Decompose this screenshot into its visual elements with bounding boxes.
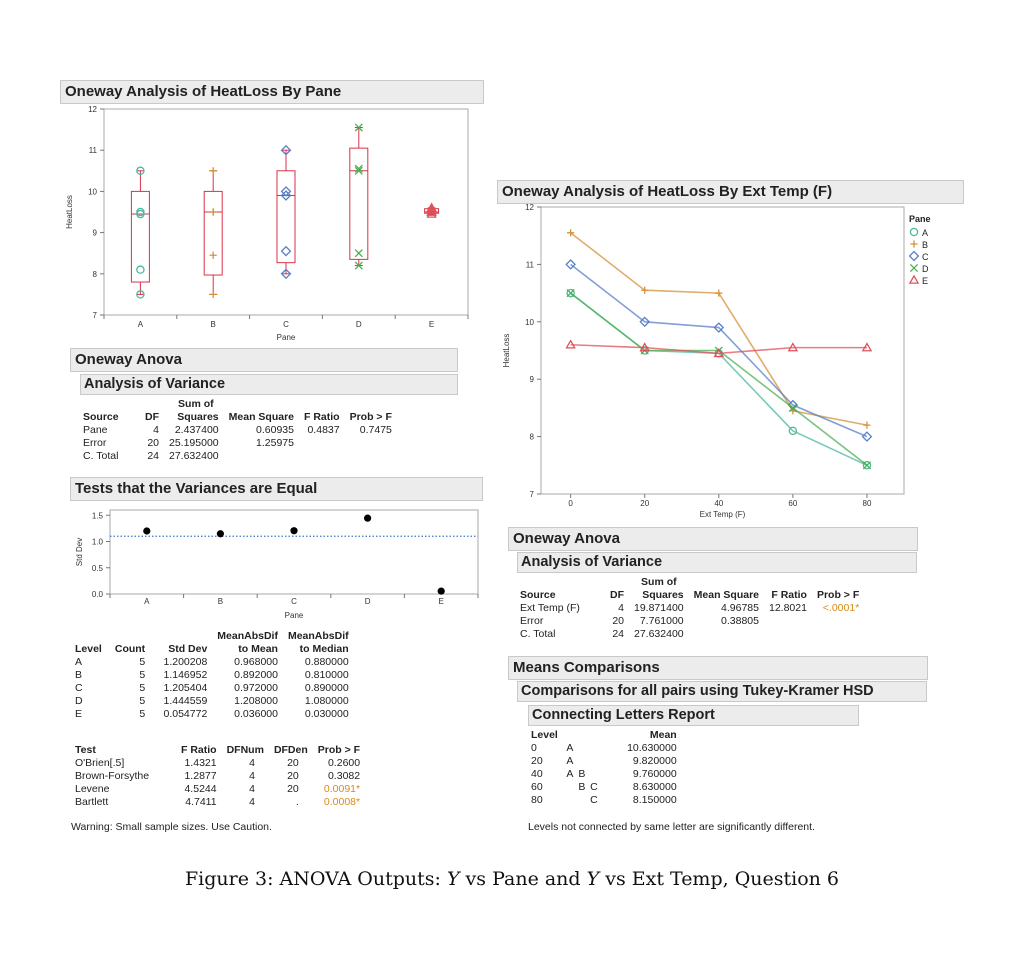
table-row [70,757,365,770]
col-header: MeanAbsDif [217,630,278,642]
y-axis-label: HeatLoss [65,195,74,229]
col-header: Std Dev [168,643,208,655]
col-header: F Ratio [771,589,807,601]
cell: A [566,768,574,780]
tukey-title: Comparisons for all pairs using Tukey-Kramer HSD [517,681,927,702]
legend-marker-e [910,276,918,283]
cell: 4 [249,796,255,808]
cell: B [578,781,586,793]
aov-pane-title: Analysis of Variance [80,374,458,395]
x-axis-label: Pane [284,611,304,620]
y-tick-label: 9 [92,228,97,238]
x-tick-label: A [137,320,144,329]
cell [224,450,299,463]
heatloss-by-temp-chart [497,202,964,522]
col-header: Source [83,411,119,423]
cell [564,781,576,794]
x-tick-label: 80 [862,499,872,508]
cell: C [590,794,598,806]
cell: 0.0091* [323,783,361,795]
table-row [70,796,365,809]
table-row [70,708,354,721]
cell: Error [520,615,544,627]
cell: Pane [83,424,108,436]
cell [345,450,397,463]
y-tick-label: 9 [529,375,534,385]
table-row [78,424,397,437]
table-row [70,783,365,796]
col-header: DFDen [273,744,308,756]
cell: 25.195000 [169,437,219,449]
std-dev-point [364,515,371,522]
table-row [70,682,354,695]
legend-marker-a [910,228,917,235]
table-row [515,615,864,628]
cell: 20 [287,770,299,782]
legend-marker-c [910,252,919,261]
table-row [526,755,682,768]
cell [576,742,588,755]
cell: 0.030000 [304,708,349,720]
y-tick-label: 0.5 [91,563,103,573]
cell: 10.630000 [627,742,677,754]
col-header: F Ratio [304,411,340,423]
cell: 0.890000 [304,682,349,694]
legend-label-d: D [922,264,929,274]
y-tick-label: 7 [529,490,534,499]
std-dev-point [438,588,445,595]
cell: 0.880000 [304,656,349,668]
cell: 9.760000 [632,768,677,780]
col-header: Sum of [641,576,677,588]
x-tick-label: B [217,597,224,606]
cell: 0.7475 [359,424,392,436]
cell: C. Total [83,450,119,462]
table-row [70,669,354,682]
legend-title: Pane [909,214,931,224]
cell: 27.632400 [169,450,219,462]
cell [764,628,812,641]
std-dev-chart [70,504,484,622]
cell: 20 [612,615,624,627]
cell [345,437,397,450]
cell: 0.0008* [323,796,361,808]
caption-prefix: Figure 3: ANOVA Outputs: [184,868,447,890]
cell: 8.150000 [632,794,677,806]
x-axis-label: Ext Temp (F) [699,510,746,519]
cell: C. Total [520,628,556,640]
cell [588,755,600,768]
cell: 4 [618,602,624,614]
x-tick-label: B [210,320,216,329]
y-tick-label: 11 [525,260,534,270]
col-header: F Ratio [181,744,217,756]
cell [764,615,812,628]
cell: 4 [249,770,255,782]
x-tick-label: A [144,597,150,606]
x-tick-label: E [428,320,435,329]
cell: 1.208000 [234,695,278,707]
cell: 0.60935 [256,424,294,436]
x-tick-label: 0 [568,499,573,508]
table-row [526,781,682,794]
cell: 0.036000 [234,708,278,720]
cell: 20 [531,755,543,767]
y-tick-label: 11 [88,146,97,156]
cell: 1.146952 [163,669,208,681]
cell: 4.7411 [185,796,217,808]
cell [812,615,864,628]
col-header: Squares [642,589,684,601]
cell: 1.205404 [163,682,208,694]
cell: 80 [531,794,543,806]
cell: 7.761000 [639,615,684,627]
small-sample-warning: Warning: Small sample sizes. Use Caution. [71,821,272,833]
col-header: Source [520,589,556,601]
figure-caption [0,868,1024,890]
cell: 0.968000 [234,656,278,668]
col-header: Prob > F [317,744,361,756]
cell: 0.2600 [327,757,361,769]
cell [588,742,600,755]
cell: 2.437400 [174,424,219,436]
cell: 1.444559 [163,695,208,707]
x-tick-label: D [355,320,362,329]
cell: 20 [287,757,299,769]
variance-levels-table [70,630,354,721]
col-header: Mean [649,729,677,741]
y-tick-label: 0.0 [91,590,103,599]
cell: A [566,742,574,754]
col-header: Mean Square [693,589,759,601]
means-comparisons-title: Means Comparisons [508,656,928,680]
legend-label-e: E [922,276,929,286]
std-dev-point [143,527,150,534]
y-tick-label: 8 [529,432,534,442]
cell: 5 [139,656,146,668]
cell: 24 [147,450,159,462]
cell: E [75,708,83,720]
cell: 0.38805 [721,615,759,627]
cell: 5 [139,682,146,694]
col-header: to Mean [238,643,278,655]
col-header: Prob > F [349,411,392,423]
cell: 0.4837 [307,424,340,436]
cell: 0.3082 [327,770,361,782]
cell: 4.96785 [721,602,759,614]
cell: 0.054772 [163,708,208,720]
aov-temp-title: Analysis of Variance [517,552,917,573]
cell: 0.810000 [304,669,349,681]
legend-marker-b [910,240,917,247]
heatloss-by-pane-chart [60,102,485,344]
cell: 4.5244 [184,783,217,795]
anova-temp-title: Oneway Anova [508,527,918,551]
col-header: Count [114,643,146,655]
table-row [70,695,354,708]
col-header: Squares [177,411,219,423]
cell [812,628,864,641]
cell: . [295,796,299,808]
y-axis-label: HeatLoss [502,333,511,368]
cell [299,450,345,463]
cell: 27.632400 [634,628,684,640]
connecting-letters-title: Connecting Letters Report [528,705,859,726]
col-header: MeanAbsDif [287,630,349,642]
cell: 1.080000 [304,695,349,707]
cell: 12.8021 [769,602,807,614]
col-header: Test [75,744,96,756]
cell: 0.892000 [234,669,278,681]
cell: 5 [139,669,146,681]
col-header: Sum of [178,398,214,410]
x-tick-label: C [283,320,289,329]
cell: A [75,656,83,668]
col-header: DF [145,411,159,423]
col-header: to Median [299,643,349,655]
cell: 4 [153,424,159,436]
cell: A [566,755,574,767]
cell [576,794,588,807]
col-header: Level [75,643,102,655]
cell: 1.4321 [184,757,217,769]
temp-panel-title: Oneway Analysis of HeatLoss By Ext Temp (F) [497,180,964,204]
x-tick-label: 60 [788,499,798,508]
x-tick-label: 40 [714,499,724,508]
x-tick-label: 20 [640,499,650,508]
x-tick-label: D [364,597,371,606]
legend-marker-d [910,264,917,271]
table-row [78,437,397,450]
cell: Error [83,437,107,449]
cell: 4 [249,783,255,795]
y-tick-label: 10 [88,187,97,197]
table-row [70,770,365,783]
table-row [526,768,682,781]
anova-pane-table [78,398,397,463]
y-tick-label: 8 [92,269,97,279]
cell: 20 [287,783,299,795]
col-header: DF [610,589,624,601]
table-row [70,656,354,669]
cell [564,794,576,807]
plot-frame [104,109,468,315]
cell: 4 [249,757,255,769]
x-axis-label: Pane [276,333,296,342]
anova-temp-table [515,576,864,641]
legend-label-b: B [922,240,929,250]
cell: C [590,781,598,793]
col-header: Mean Square [228,411,294,423]
y-tick-label: 1.5 [91,511,103,521]
cell: 9.820000 [632,755,677,767]
plot-frame [110,510,478,594]
table-row [526,794,682,807]
x-tick-label: E [438,597,444,606]
legend-label-c: C [922,252,929,262]
cell [576,755,588,768]
pane-panel-title: Oneway Analysis of HeatLoss By Pane [60,80,484,104]
y-tick-label: 12 [88,105,97,114]
cell [588,768,600,781]
cell: 0.972000 [234,682,278,694]
y-tick-label: 7 [92,311,97,320]
std-dev-point [217,530,224,537]
cell: 5 [139,695,146,707]
cell: C [75,682,83,694]
cell: 1.2877 [184,770,217,782]
legend-label-a: A [922,228,929,238]
table-row [526,742,682,755]
caption-y1: Y [446,868,460,890]
std-dev-point [290,527,297,534]
variance-tests-table [70,744,365,809]
connecting-letters-note: Levels not connected by same letter are significantly different. [528,821,815,833]
cell: B [578,768,586,780]
y-tick-label: 10 [525,317,534,327]
cell [299,437,345,450]
cell: 5 [139,708,146,720]
cell [689,628,764,641]
cell: 19.871400 [634,602,684,614]
x-tick-label: C [291,597,297,606]
anova-pane-title: Oneway Anova [70,348,458,372]
caption-y2: Y [586,868,600,890]
cell: 24 [612,628,624,640]
cell: 0 [531,742,537,754]
caption-mid: vs Pane and [459,868,587,890]
y-tick-label: 1.0 [91,537,103,547]
cell: Brown-Forsythe [75,770,150,782]
y-axis-label: Std Dev [75,537,84,567]
col-header: Level [531,729,558,741]
table-row [78,450,397,463]
table-row [515,628,864,641]
y-tick-label: 12 [525,203,534,212]
cell: 8.630000 [632,781,677,793]
cell: 20 [147,437,159,449]
cell: Bartlett [75,796,109,808]
caption-suffix: vs Ext Temp, Question 6 [599,868,840,890]
cell: 60 [531,781,543,793]
cell: Levene [75,783,110,795]
connecting-letters-table [526,729,682,807]
cell: Ext Temp (F) [520,602,580,614]
cell: B [75,669,83,681]
cell: <.0001* [822,602,860,614]
cell: O'Brien[.5] [75,757,125,769]
col-header: Prob > F [816,589,860,601]
cell: 1.200208 [163,656,208,668]
col-header: DFNum [226,744,264,756]
variance-tests-title: Tests that the Variances are Equal [70,477,483,501]
cell: 1.25975 [256,437,294,449]
table-row [515,602,864,615]
cell: 40 [531,768,543,780]
cell: D [75,695,83,707]
